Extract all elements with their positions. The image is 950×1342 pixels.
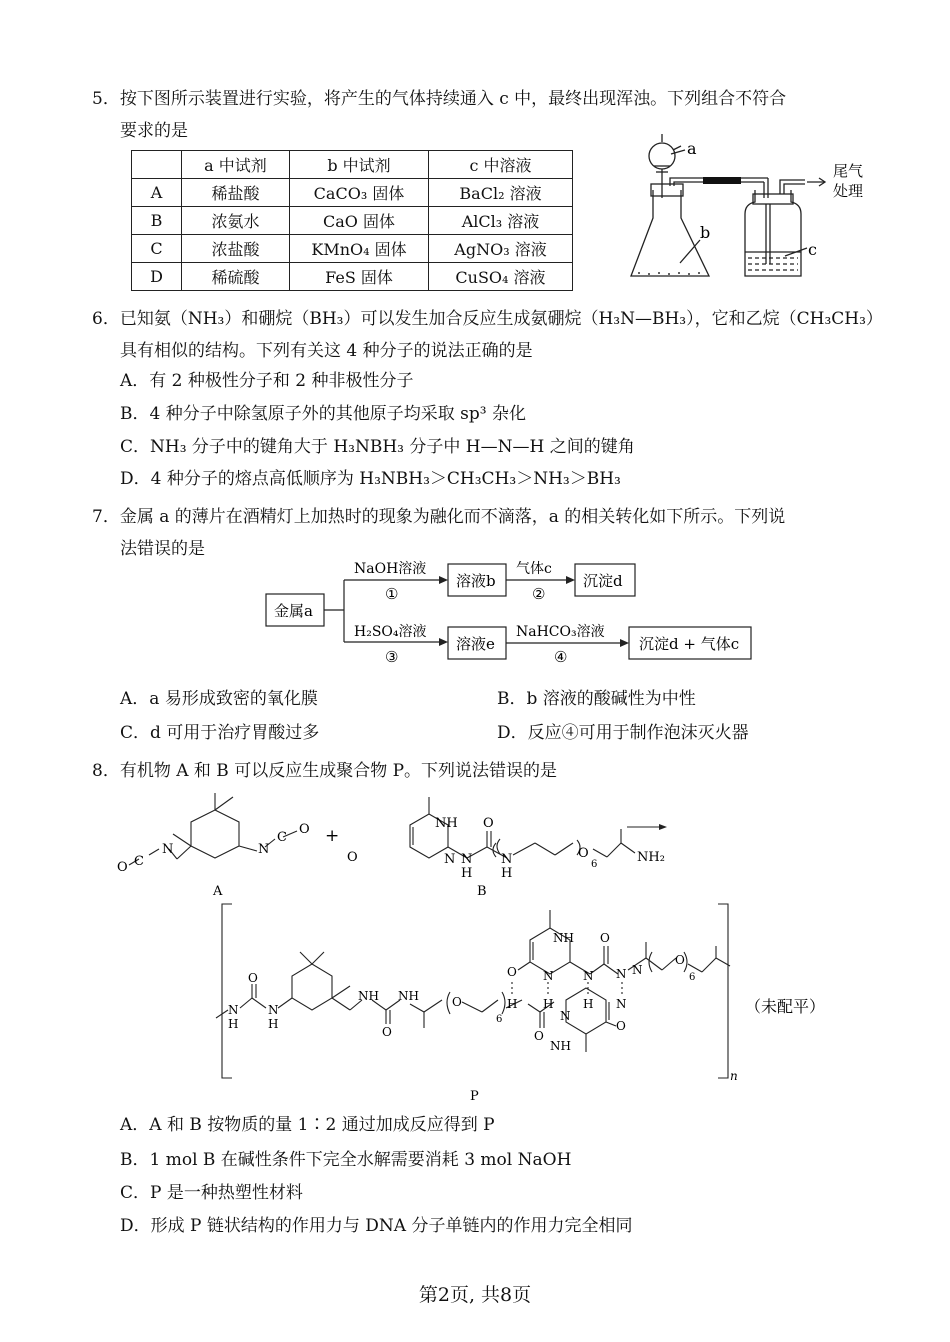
- table-row: [132, 235, 573, 263]
- atom-o: O: [248, 971, 258, 985]
- label-molecule-b: B: [477, 884, 487, 899]
- q8-option-c: C．P 是一种热塑性材料: [120, 1183, 303, 1203]
- table-header-cell: a 中试剂: [182, 151, 290, 179]
- table-cell: CaCO₃ 固体: [290, 179, 429, 207]
- q5-reagent-table: [131, 150, 573, 291]
- atom-n: N: [616, 997, 627, 1011]
- atom-n: N: [632, 963, 643, 977]
- table-cell: AgNO₃ 溶液: [429, 235, 573, 263]
- atom-o: O: [117, 860, 128, 875]
- atom-h: H: [507, 997, 518, 1011]
- atom-h: H: [268, 1017, 279, 1031]
- q6-stem-line1: 6．已知氨（NH₃）和硼烷（BH₃）可以发生加合反应生成氨硼烷（H₃N—BH₃），它和乙烷（CH₃CH₃）: [92, 309, 883, 329]
- q6-option-b: B．4 种分子中除氢原子外的其他原子均采取 sp³ 杂化: [120, 404, 526, 424]
- atom-n: N: [162, 842, 174, 857]
- polymer-p-structure-diagram: [210, 900, 840, 1105]
- atom-nh: NH: [550, 1039, 571, 1053]
- atom-o: O: [616, 1019, 626, 1033]
- table-cell: BaCl₂ 溶液: [429, 179, 573, 207]
- reagent-gas-c: 气体c: [516, 561, 552, 577]
- box-solution-b: 溶液b: [456, 572, 496, 590]
- label-c: c: [808, 240, 817, 259]
- atom-o: O: [347, 850, 358, 865]
- table-cell: C: [132, 235, 182, 263]
- box-precipitate-d: 沉淀d: [583, 572, 623, 590]
- table-row: [132, 179, 573, 207]
- q6-option-c: C．NH₃ 分子中的键角大于 H₃NBH₃ 分子中 H—N—H 之间的键角: [120, 437, 635, 457]
- q7-conversion-flowchart: [258, 555, 758, 680]
- atom-c: C: [277, 830, 287, 845]
- atom-n: N: [501, 852, 513, 867]
- atom-n: N: [444, 852, 456, 867]
- q6-stem-line2: 具有相似的结构。下列有关这 4 种分子的说法正确的是: [120, 341, 533, 361]
- box-final-products: 沉淀d + 气体c: [639, 635, 740, 653]
- atom-nh2: NH₂: [637, 850, 665, 865]
- page-footer: 第2页, 共8页: [418, 1284, 532, 1306]
- step-1: ①: [385, 585, 399, 603]
- table-header-row: [132, 151, 573, 179]
- table-cell: 稀硫酸: [182, 263, 290, 291]
- atom-o: O: [299, 822, 310, 837]
- label-a: a: [687, 139, 697, 158]
- atom-n: N: [228, 1003, 239, 1017]
- q7-option-b: B．b 溶液的酸碱性为中性: [497, 689, 696, 709]
- atom-h: H: [228, 1017, 239, 1031]
- reagent-h2so4: H₂SO₄溶液: [354, 624, 427, 640]
- step-2: ②: [532, 585, 546, 603]
- table-cell: D: [132, 263, 182, 291]
- table-cell: CuSO₄ 溶液: [429, 263, 573, 291]
- unbalanced-note: （未配平）: [745, 997, 826, 1016]
- repeat-count: 6: [689, 972, 696, 983]
- q8-option-b: B．1 mol B 在碱性条件下完全水解需要消耗 3 mol NaOH: [120, 1150, 572, 1170]
- atom-o: O: [483, 816, 494, 831]
- reagent-naoh: NaOH溶液: [354, 561, 427, 577]
- atom-h: H: [583, 997, 594, 1011]
- rubber-tube: [703, 177, 741, 184]
- atom-o: O: [578, 846, 589, 861]
- atom-o: O: [452, 995, 462, 1009]
- atom-n: N: [583, 969, 594, 983]
- q7-option-c: C．d 可用于治疗胃酸过多: [120, 723, 320, 743]
- plus-sign: +: [325, 826, 340, 846]
- atom-n: N: [461, 852, 473, 867]
- table-cell: KMnO₄ 固体: [290, 235, 429, 263]
- q7-option-a: A．a 易形成致密的氧化膜: [120, 689, 318, 709]
- reagent-nahco3: NaHCO₃溶液: [516, 624, 605, 640]
- atom-c: C: [134, 854, 144, 869]
- atom-n: N: [543, 969, 554, 983]
- box-metal-a: 金属a: [274, 602, 313, 620]
- gas-apparatus-diagram: [625, 128, 870, 288]
- table-header-cell: [132, 151, 182, 179]
- q7-stem-line2: 法错误的是: [120, 539, 205, 559]
- table-cell: CaO 固体: [290, 207, 429, 235]
- table-cell: B: [132, 207, 182, 235]
- label-polymer-p: P: [470, 1089, 479, 1104]
- atom-n: N: [268, 1003, 279, 1017]
- q8-stem: 8．有机物 A 和 B 可以反应生成聚合物 P。下列说法错误的是: [92, 761, 558, 781]
- atom-o: O: [507, 965, 517, 979]
- atom-h: H: [461, 866, 473, 881]
- table-row: [132, 207, 573, 235]
- q8-option-d: D．形成 P 链状结构的作用力与 DNA 分子单链内的作用力完全相同: [120, 1216, 633, 1236]
- label-b: b: [700, 223, 711, 242]
- box-solution-e: 溶液e: [456, 635, 495, 653]
- table-cell: 浓氨水: [182, 207, 290, 235]
- atom-n: N: [560, 1009, 571, 1023]
- atom-nh: NH: [398, 989, 419, 1003]
- step-4: ④: [554, 648, 568, 666]
- table-row: [132, 263, 573, 291]
- table-cell: A: [132, 179, 182, 207]
- q8-option-a: A．A 和 B 按物质的量 1∶2 通过加成反应得到 P: [120, 1115, 495, 1135]
- table-header-cell: b 中试剂: [290, 151, 429, 179]
- atom-o: O: [675, 953, 685, 967]
- atom-h: H: [543, 997, 554, 1011]
- atom-o: O: [382, 1025, 392, 1039]
- repeat-count: 6: [591, 859, 598, 870]
- atom-n: N: [258, 842, 270, 857]
- step-3: ③: [385, 648, 399, 666]
- table-cell: 浓盐酸: [182, 235, 290, 263]
- repeat-count: 6: [496, 1014, 503, 1025]
- table-header-cell: c 中溶液: [429, 151, 573, 179]
- atom-o: O: [534, 1029, 544, 1043]
- q5-stem-line1: 5．按下图所示装置进行实验，将产生的气体持续通入 c 中，最终出现浑浊。下列组合不符合: [92, 89, 787, 109]
- reactants-structure-diagram: [115, 785, 695, 905]
- q7-option-d: D．反应④可用于制作泡沫灭火器: [497, 723, 749, 743]
- q7-stem-line1: 7．金属 a 的薄片在酒精灯上加热时的现象为融化而不滴落，a 的相关转化如下所示。下列说: [92, 507, 786, 527]
- q5-stem-line2: 要求的是: [120, 121, 188, 141]
- repeat-n: n: [730, 1069, 738, 1083]
- q6-option-d: D．4 种分子的熔点高低顺序为 H₃NBH₃＞CH₃CH₃＞NH₃＞BH₃: [120, 469, 621, 489]
- tail-gas-label-1: 尾气: [833, 162, 864, 180]
- label-molecule-a: A: [213, 884, 223, 899]
- table-cell: 稀盐酸: [182, 179, 290, 207]
- table-cell: AlCl₃ 溶液: [429, 207, 573, 235]
- tail-gas-label-2: 处理: [833, 182, 864, 200]
- atom-n: N: [616, 967, 627, 981]
- atom-nh: NH: [435, 816, 458, 831]
- table-cell: FeS 固体: [290, 263, 429, 291]
- atom-o: O: [600, 931, 610, 945]
- atom-nh: NH: [553, 931, 574, 945]
- atom-nh: NH: [358, 989, 379, 1003]
- q6-option-a: A．有 2 种极性分子和 2 种非极性分子: [120, 371, 414, 391]
- atom-h: H: [501, 866, 513, 881]
